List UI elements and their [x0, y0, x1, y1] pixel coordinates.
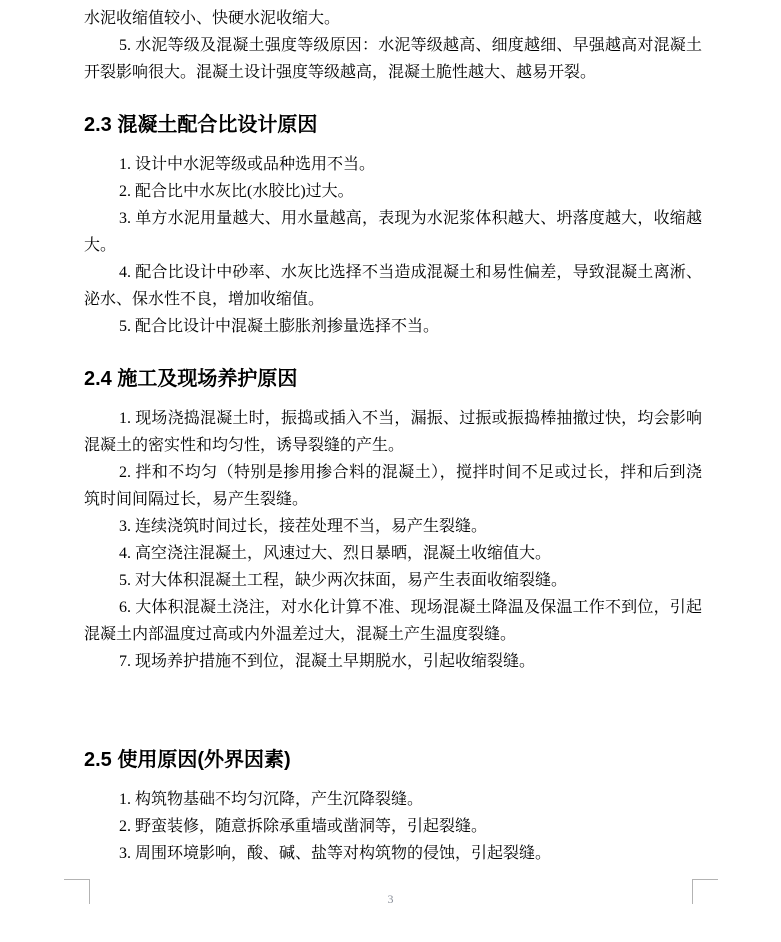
section-heading-2-4: 2.4 施工及现场养护原因 — [84, 368, 298, 390]
paragraph: 1. 构筑物基础不均匀沉降，产生沉降裂缝。 — [119, 791, 424, 808]
paragraph: 5. 水泥等级及混凝土强度等级原因：水泥等级越高、细度越细、早强越高对混凝土开裂影响很大。混凝土设计强度等级越高，混凝土脆性越大、越易开裂。 — [84, 37, 702, 81]
paragraph: 1. 现场浇捣混凝土时，振捣或插入不当，漏振、过振或振捣棒抽撤过快，均会影响混凝土的密实性和均匀性，诱导裂缝的产生。 — [84, 410, 702, 454]
page-number: 3 — [387, 892, 394, 906]
paragraph: 水泥收缩值较小、快硬水泥收缩大。 — [84, 10, 341, 27]
section-heading-2-5: 2.5 使用原因(外界因素) — [84, 749, 291, 771]
text-body — [84, 5, 702, 867]
paragraph: 2. 野蛮装修，随意拆除承重墙或凿洞等，引起裂缝。 — [119, 818, 488, 835]
paragraph: 2. 拌和不均匀（特别是掺用掺合料的混凝土），搅拌时间不足或过长，拌和后到浇筑时间间隔过长，易产生裂缝。 — [84, 464, 702, 508]
paragraph: 5. 配合比设计中混凝土膨胀剂掺量选择不当。 — [119, 318, 440, 335]
paragraph: 4. 配合比设计中砂率、水灰比选择不当造成混凝土和易性偏差，导致混凝土离淅、泌水、保水性不良，增加收缩值。 — [84, 264, 702, 308]
paragraph: 7. 现场养护措施不到位，混凝土早期脱水，引起收缩裂缝。 — [119, 653, 536, 670]
section-heading-2-3: 2.3 混凝土配合比设计原因 — [84, 114, 318, 136]
paragraph: 4. 高空浇注混凝土，风速过大、烈日暴晒，混凝土收缩值大。 — [119, 545, 552, 562]
paragraph: 6. 大体积混凝土浇注，对水化计算不准、现场混凝土降温及保温工作不到位，引起混凝土内部温度过高或内外温差过大，混凝土产生温度裂缝。 — [84, 599, 702, 643]
paragraph: 5. 对大体积混凝土工程，缺少两次抹面，易产生表面收缩裂缝。 — [119, 572, 568, 589]
paragraph: 2. 配合比中水灰比(水胶比)过大。 — [119, 183, 354, 200]
paragraph: 3. 单方水泥用量越大、用水量越高，表现为水泥浆体积越大、坍落度越大，收缩越大。 — [84, 210, 702, 254]
paragraph: 1. 设计中水泥等级或品种选用不当。 — [119, 156, 376, 173]
paragraph: 3. 连续浇筑时间过长，接茬处理不当，易产生裂缝。 — [119, 518, 488, 535]
paragraph: 3. 周围环境影响，酸、碱、盐等对构筑物的侵蚀，引起裂缝。 — [119, 845, 552, 862]
